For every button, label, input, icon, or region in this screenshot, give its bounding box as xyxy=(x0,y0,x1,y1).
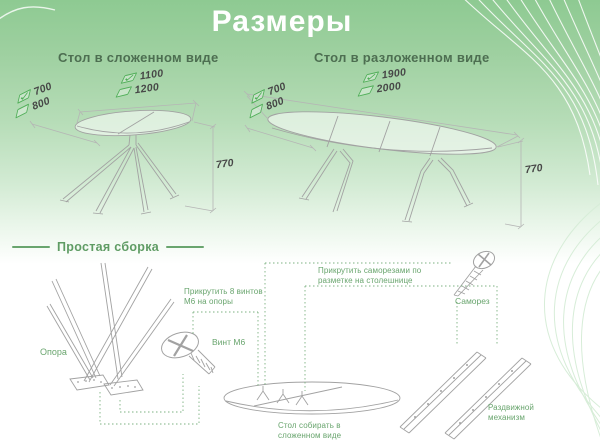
bolt-note: Прикрутить 8 винтов М6 на опоры xyxy=(184,287,263,306)
checked-checkbox-icon xyxy=(120,72,137,84)
heading-rule-left xyxy=(12,246,50,248)
folded-section-heading: Стол в сложенном виде xyxy=(58,50,219,65)
assembly-heading-text: Простая сборка xyxy=(56,240,160,254)
screw-illustration xyxy=(454,248,497,296)
bolt-label: Винт М6 xyxy=(212,337,246,347)
dimension-value: 1200 xyxy=(133,80,160,96)
heading-rule-right xyxy=(166,246,204,248)
rail-illustration xyxy=(400,352,531,439)
page-title: Размеры xyxy=(211,5,353,38)
dimension-value: 800 xyxy=(264,94,286,113)
unchecked-checkbox-icon xyxy=(115,86,132,98)
extended-table-illustration xyxy=(266,103,498,222)
assembly-section-heading xyxy=(12,240,204,254)
unchecked-checkbox-icon xyxy=(357,85,374,97)
dimension-value: 1900 xyxy=(380,65,407,82)
support-leg-illustration xyxy=(47,263,174,395)
dimension-value: 1100 xyxy=(138,66,165,83)
checked-checkbox-icon xyxy=(362,71,379,83)
dimension-value: 700 xyxy=(32,79,54,98)
dimension-value: 2000 xyxy=(375,79,402,95)
tabletop-illustration xyxy=(224,382,400,414)
dimension-value: 700 xyxy=(266,79,288,98)
extended-height-value: 770 xyxy=(524,161,544,177)
screw-label: Саморез xyxy=(455,296,490,306)
fold-note: Стол собирать в сложенном виде xyxy=(278,421,342,440)
dimension-value: 800 xyxy=(30,94,52,113)
rail-label: Раздвижной механизм xyxy=(488,403,534,422)
extended-dimension-lines xyxy=(244,91,524,229)
folded-table-illustration xyxy=(60,107,192,214)
support-label: Опора xyxy=(40,347,67,357)
tabletop-note: Прикрутить саморезами по разметке на столешнице xyxy=(318,266,422,285)
folded-height-value: 770 xyxy=(215,156,235,172)
extended-section-heading: Стол в разложенном виде xyxy=(314,50,490,65)
bolt-illustration xyxy=(158,328,215,374)
